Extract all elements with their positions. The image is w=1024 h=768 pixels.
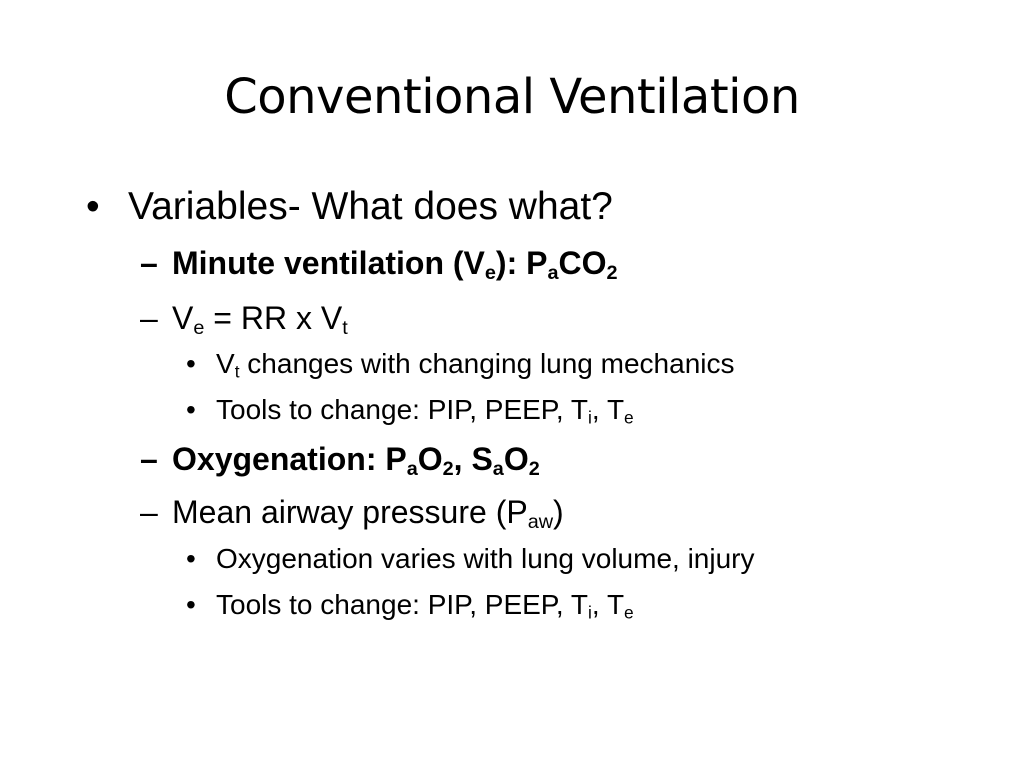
bullet-marker: • [86,185,100,228]
subscript: e [624,602,634,623]
text-part: O [417,441,443,477]
text-part: Tools to change: PIP, PEEP, T [216,394,589,425]
dash-marker: – [140,245,158,281]
bullet-text: Variables- What does what? [128,185,613,228]
text-part: Oxygenation: P [172,441,407,477]
text-part: Tools to change: PIP, PEEP, T [216,589,589,620]
subscript: t [234,361,240,382]
subitem-mean-airway-pressure [140,491,564,533]
point-tools-to-change-ventilation [186,392,634,428]
text-part: changes with changing lung mechanics [239,348,735,379]
point-vt-changes [186,346,735,382]
bullet-marker: • [186,394,196,425]
text-part: , S [453,441,493,477]
dash-marker: – [140,300,158,336]
text-part: O [503,441,529,477]
dash-marker: – [140,494,158,530]
dash-marker: – [140,441,158,477]
subscript: 2 [528,457,540,480]
bullet-variables [86,182,613,232]
bullet-marker: • [186,348,196,379]
text-part: Oxygenation varies with lung volume, injury [216,543,755,574]
subscript: e [624,407,634,428]
text-part: = RR x V [204,300,343,336]
subscript: a [406,457,418,480]
text-part: , T [591,589,625,620]
subitem-minute-ventilation [140,242,618,284]
subitem-ve-formula [140,297,348,339]
subscript: 2 [442,457,454,480]
text-part: Minute ventilation (V [172,245,485,281]
subscript: i [588,407,592,428]
text-part: ) [553,494,564,530]
subitem-oxygenation [140,438,540,480]
bullet-marker: • [186,589,196,620]
bullet-marker: • [186,543,196,574]
subscript: a [547,261,559,284]
text-part: Mean airway pressure (P [172,494,528,530]
subscript: a [492,457,504,480]
point-tools-to-change-oxygenation [186,587,634,623]
subscript: e [193,316,205,339]
subscript: aw [527,510,554,533]
text-part: ): P [495,245,548,281]
point-oxygenation-varies [186,541,754,577]
subscript: e [484,261,496,284]
subscript: 2 [606,261,618,284]
text-part: CO [558,245,607,281]
text-part: , T [591,394,625,425]
subscript: t [342,316,348,339]
text-part: V [172,300,194,336]
slide-title: Conventional Ventilation [224,69,800,125]
text-part: V [216,348,235,379]
subscript: i [588,602,592,623]
